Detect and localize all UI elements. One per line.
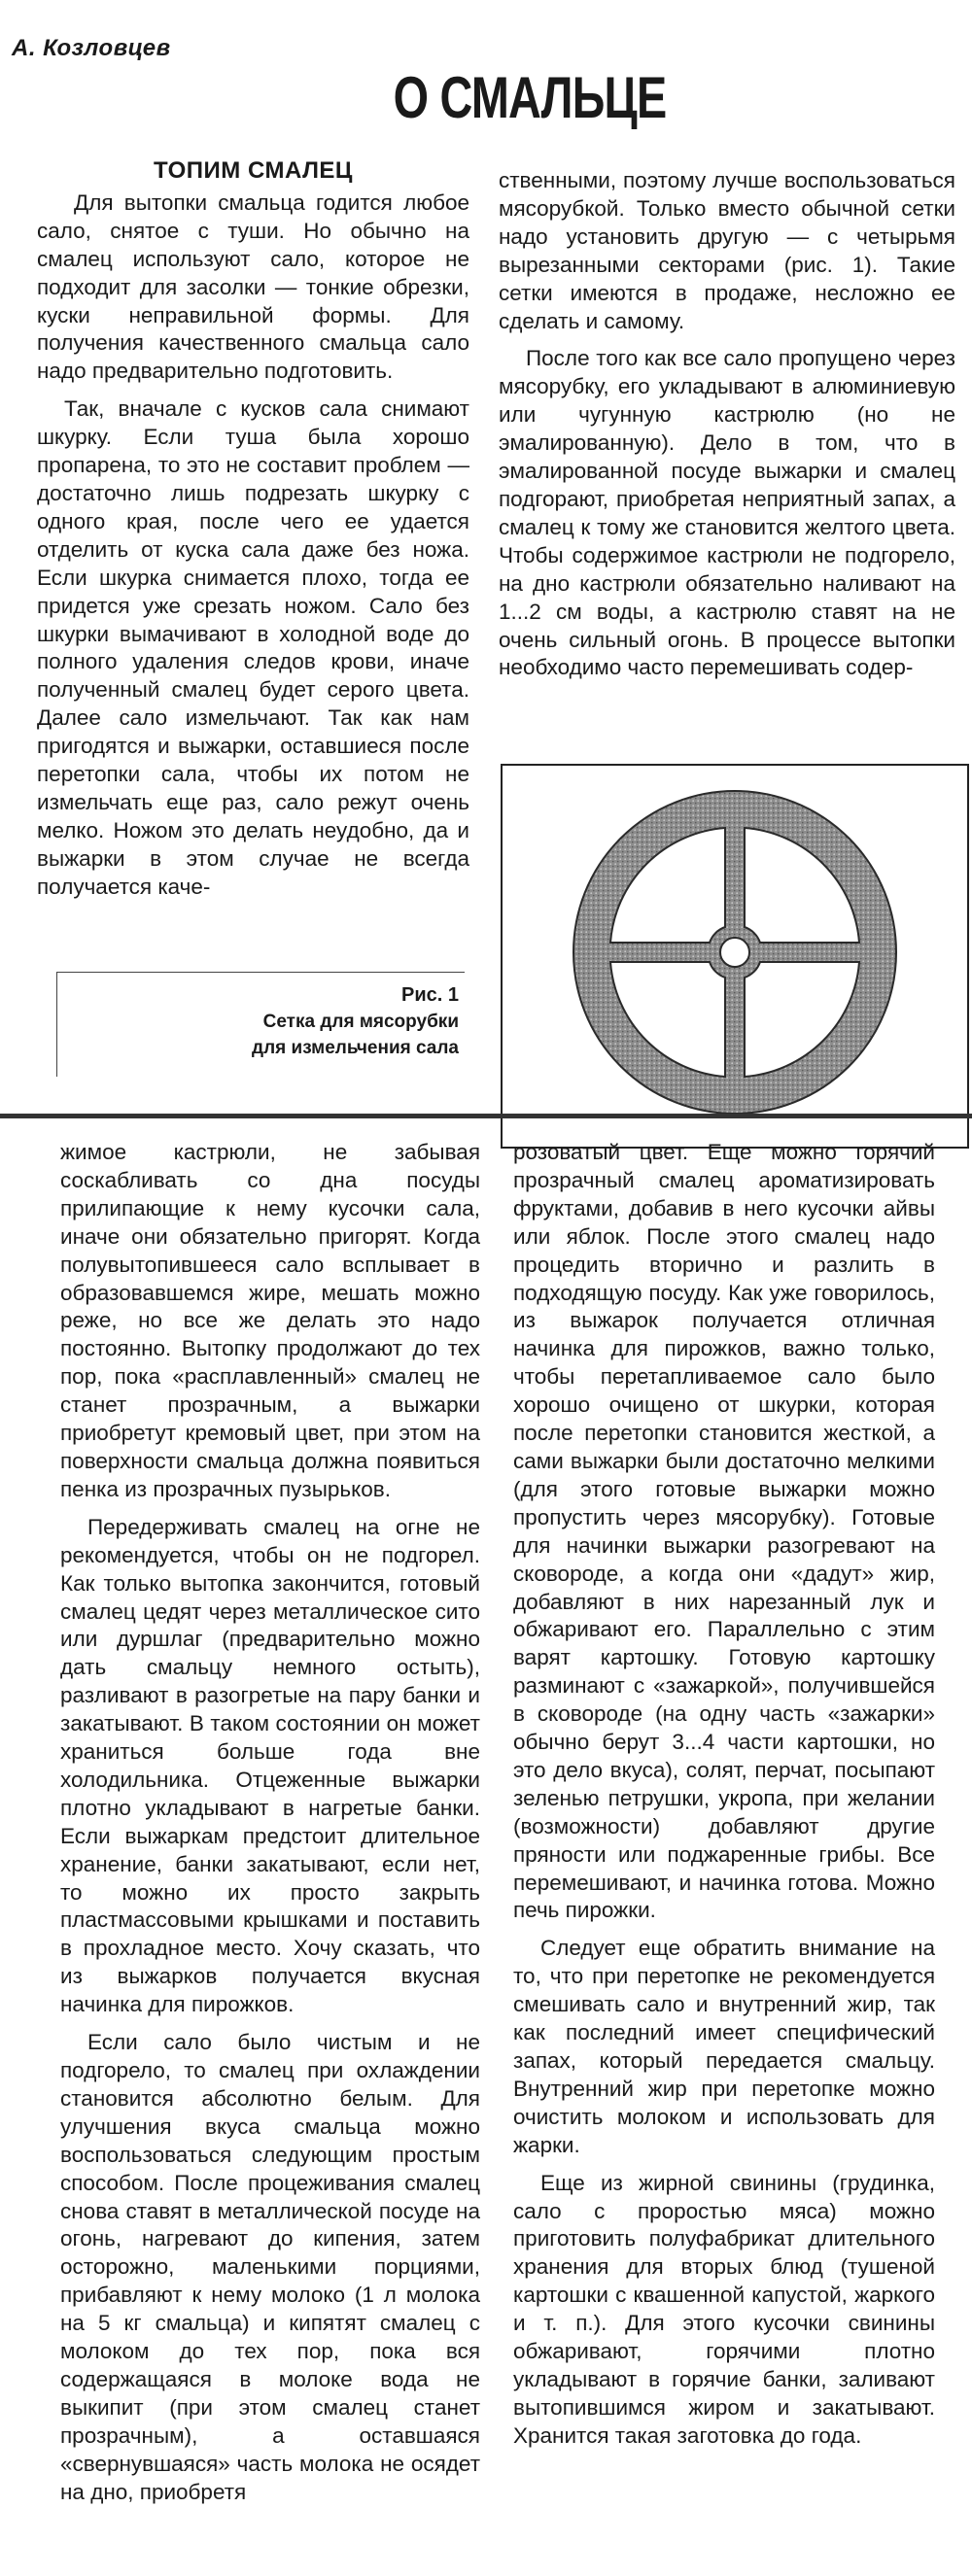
grinder-plate-illustration <box>503 766 967 1147</box>
top-column-left <box>37 157 469 902</box>
figure-caption <box>56 972 465 1077</box>
author-name: А. Козловцев <box>12 35 171 61</box>
paragraph: После того как все сало пропущено через мясорубку, его укладывают в алюминиевую или чугунную кастрюлю (но не эмалированную). Дело в том, что в эмалированной посуде выжарки и смалец подгорают, приобретая неприятный запах, а смалец к тому же становится желтого цвета. Чтобы содержимое кастрюли не подгорело, на дно кастрюли обязательно наливают на 1...2 см воды, а кастрюлю ставят на не очень сильный огонь. В процессе вытопки необходимо часто перемешивать содер- <box>499 346 955 680</box>
grinder-plate-icon <box>573 791 896 1114</box>
paragraph: Для вытопки смальца годится любое сало, снятое с туши. Но обычно на смалец используют сало, которое не подходит для засолки — тонкие обрезки, куски неправильной формы. Для получения качественного смальца сало надо предварительно подготовить. <box>37 189 469 384</box>
paragraph: Передерживать смалец на огне не рекомендуется, чтобы он не подгорел. Как только вытопка закончится, готовый смалец цедят через металлическое сито или дуршлаг (предварительно можно дать смальцу немного остыть), разливают в разогретые на пару банки и закатывают. В таком состоянии он может храниться больше года вне холодильника. Отцеженные выжарки плотно укладывают в нагретые банки. Если выжаркам предстоит длительное хранение, банки закатывают, если нет, то можно их просто закрыть пластмассовыми крышками и поставить в прохладное место. Хочу сказать, что из выжарков получается вкусная начинка для пирожков. <box>60 1514 480 2017</box>
caption-line: для измельчения сала <box>252 1038 459 1058</box>
paragraph: Еще из жирной свинины (грудинка, сало с проростью мяса) можно приготовить полуфабрикат длительного хранения для вторых блюд (тушеной картошки с квашенной капустой, жаркого и т. п.). Для этого кусочки свинины обжаривают, горячими плотно укладывают в горячие банки, заливают вытопившимся жиром и закатывают. Хранится такая заготовка до года. <box>513 2170 935 2448</box>
paragraph: розоватый цвет. Еще можно горячий прозрачный смалец ароматизировать фруктами, добавив в него кусочки айвы или яблок. После этого смалец надо процедить вторично и разлить в подходящую посуду. Как уже говорилось, из выжарок получается отличная начинка для пирожков, важно только, чтобы перетапливаемое сало было хорошо очищено от шкурки, которая после перетопки становится жесткой, а сами выжарки были достаточно мелкими (для этого готовые выжарки можно пропустить через мясорубку). Готовые для начинки выжарки разогревают на сковороде, а когда они «дадут» жир, добавляют в них нарезанный лук и обжаривают его. Параллельно с этим варят картошку. Готовую картошку разминают с «зажаркой», получившейся в сковороде (на одну часть «зажарки» обычно берут 3...4 части картошки, но это дело вкуса), солят, перчат, посыпают зеленью петрушки, укропа, при желании (возможности) добавляют другие пряности или поджаренные грибы. Все перемешивают, и начинка готова. Можно печь пирожки. <box>513 1140 935 1923</box>
paragraph: Следует еще обратить внимание на то, что при перетопке не рекомендуется смешивать сало и внутренний жир, так как последний имеет специфический запах, который передается смальцу. Внутренний жир при перетопке можно очистить молоком и использовать для жарки. <box>513 1936 935 2157</box>
figure-label: Рис. 1 <box>401 984 459 1006</box>
top-column-right <box>499 167 955 682</box>
section-heading: ТОПИМ СМАЛЕЦ <box>154 157 353 184</box>
paragraph: Если сало было чистым и не подгорело, то смалец при охлаждении становится абсолютно белым. Для улучшения вкуса смальца можно воспользоваться следующим простым способом. После процеживания смалец снова ставят в металлической посуде на огонь, нагревают до кипения, затем осторожно, маленькими порциями, прибавляют к нему молоко (1 л молока на 5 кг смальца) и кипятят смалец с молоком до тех пор, пока вся содержащаяся в молоке вода не выкипит (при этом смалец станет прозрачным), а оставшаяся «свернувшаяся» часть молока не осядет на дно, приобретя <box>60 2030 480 2504</box>
paragraph: Так, вначале с кусков сала снимают шкурку. Если туша была хорошо пропарена, то это не составит проблем — достаточно лишь подрезать шкурку с одного края, после чего ее удается отделить от куска сала даже без ножа. Если шкурка снимается плохо, тогда ее придется уже срезать ножом. Сало без шкурки вымачивают в холодной воде до полного удаления следов крови, иначе полученный смалец будет серого цвета. Далее сало измельчают. Так как нам пригодятся и выжарки, оставшиеся после перетопки сала, чтобы их потом не измельчать еще раз, сало режут очень мелко. Ножом это делать неудобно, да и выжарки в этом случае не всегда получается каче- <box>37 396 469 899</box>
figure-frame <box>501 764 969 1149</box>
article-title: О СМАЛЬЦЕ <box>393 65 667 130</box>
caption-line: Сетка для мясорубки <box>262 1012 459 1032</box>
bottom-column-right <box>513 1139 935 2451</box>
bottom-column-left <box>60 1139 480 2507</box>
section-divider <box>0 1114 972 1118</box>
paragraph: ственными, поэтому лучше воспользоваться мясорубкой. Только вместо обычной сетки надо установить другую — с четырьмя вырезанными секторами (рис. 1). Такие сетки имеются в продаже, несложно ее сделать и самому. <box>499 168 955 333</box>
paragraph: жимое кастрюли, не забывая соскабливать со дна посуды прилипающие к нему кусочки сала, иначе они обязательно пригорят. Когда полувытопившееся сало всплывает в образовавшемся жире, мешать можно реже, но все же делать это надо постоянно. Вытопку продолжают до тех пор, пока «расплавленный» смалец не станет прозрачным, а выжарки приобретут кремовый цвет, при этом на поверхности смальца должна появиться пенка из прозрачных пузырьков. <box>60 1140 480 1501</box>
